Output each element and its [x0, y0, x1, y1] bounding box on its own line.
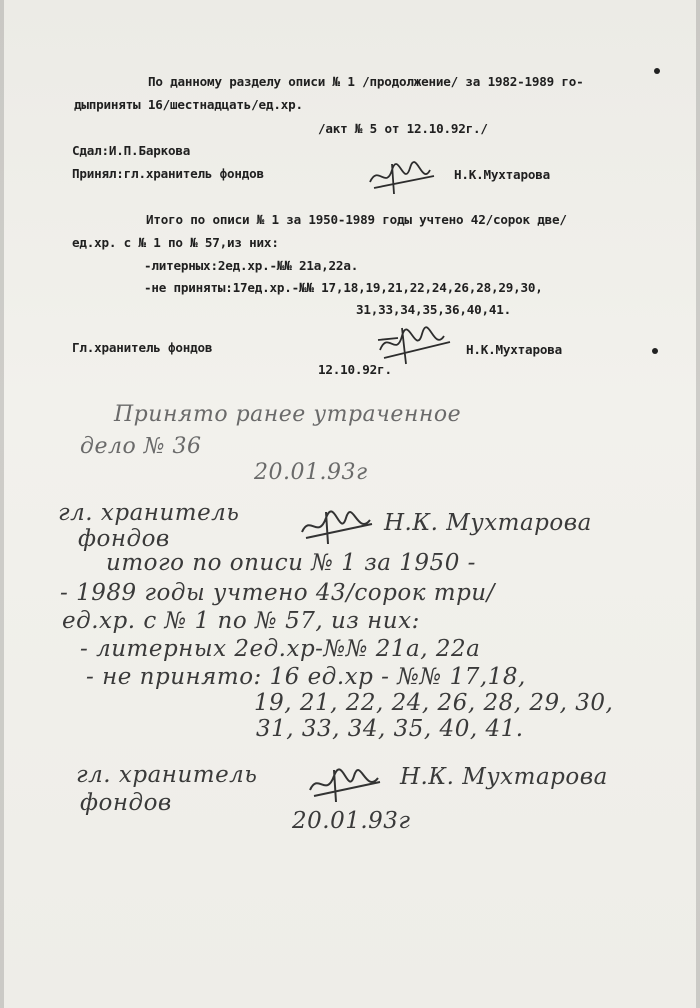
typed-line-7: ед.хр. с № 1 по № 57,из них:: [72, 235, 279, 250]
scan-edge-right: [696, 0, 700, 1008]
typed-line-9: -не приняты:17ед.хр.-№№ 17,18,19,21,22,24,26,28,29,30,: [144, 280, 543, 295]
hand-line-4: гл. хранитель: [58, 500, 240, 526]
typed-line-5-label: Принял:гл.хранитель фондов: [72, 166, 264, 181]
hand-line-12: 31, 33, 34, 35, 40, 41.: [256, 716, 524, 742]
signature-2: [372, 322, 456, 368]
typed-line-11-label: Гл.хранитель фондов: [72, 340, 213, 355]
typed-line-6: Итого по описи № 1 за 1950-1989 годы учтено 42/сорок две/: [146, 212, 567, 227]
hand-line-1: Принято ранее утраченное: [114, 402, 462, 427]
typed-line-11-name: Н.К.Мухтарова: [466, 342, 562, 357]
hand-line-14b: Н.К. Мухтарова: [400, 764, 608, 790]
binding-hole-mark: [652, 348, 658, 354]
hand-line-8: ед.хр. с № 1 по № 57, из них:: [62, 608, 420, 634]
typed-line-2: дыприняты 16/шестнадцать/ед.хр.: [74, 97, 303, 112]
hand-line-15: 20.01.93г: [292, 808, 411, 834]
binding-hole-mark: [654, 68, 660, 74]
typed-line-10: 31,33,34,35,36,40,41.: [356, 302, 512, 317]
typed-line-8: -литерных:2ед.хр.-№№ 21а,22а.: [144, 258, 359, 273]
typed-line-12: 12.10.92г.: [318, 362, 392, 377]
hand-line-14a: фондов: [80, 790, 172, 816]
signature-4: [304, 764, 386, 806]
hand-line-5b: Н.К. Мухтарова: [384, 510, 592, 536]
hand-line-5a: фондов: [78, 526, 170, 552]
typed-line-3: /акт № 5 от 12.10.92г./: [318, 121, 488, 136]
hand-line-11: 19, 21, 22, 24, 26, 28, 29, 30,: [254, 690, 614, 716]
hand-line-10: - не принято: 16 ед.хр - №№ 17,18,: [86, 664, 526, 690]
signature-1: [364, 158, 444, 198]
hand-line-2: дело № 36: [80, 434, 202, 459]
hand-line-9: - литерных 2ед.хр-№№ 21а, 22а: [80, 636, 481, 662]
scan-edge-left: [0, 0, 4, 1008]
hand-line-3: 20.01.93г: [254, 460, 368, 485]
hand-line-13: гл. хранитель: [76, 762, 258, 788]
typed-line-1: По данному разделу описи № 1 /продолжение/ за 1982-1989 го-: [148, 74, 584, 89]
signature-3: [296, 506, 378, 548]
hand-line-6: итого по описи № 1 за 1950 -: [106, 550, 476, 576]
typed-line-4: Сдал:И.П.Баркова: [72, 143, 191, 158]
hand-line-7: - 1989 годы учтено 43/сорок три/: [60, 580, 495, 606]
typed-line-5-name: Н.К.Мухтарова: [454, 167, 550, 182]
